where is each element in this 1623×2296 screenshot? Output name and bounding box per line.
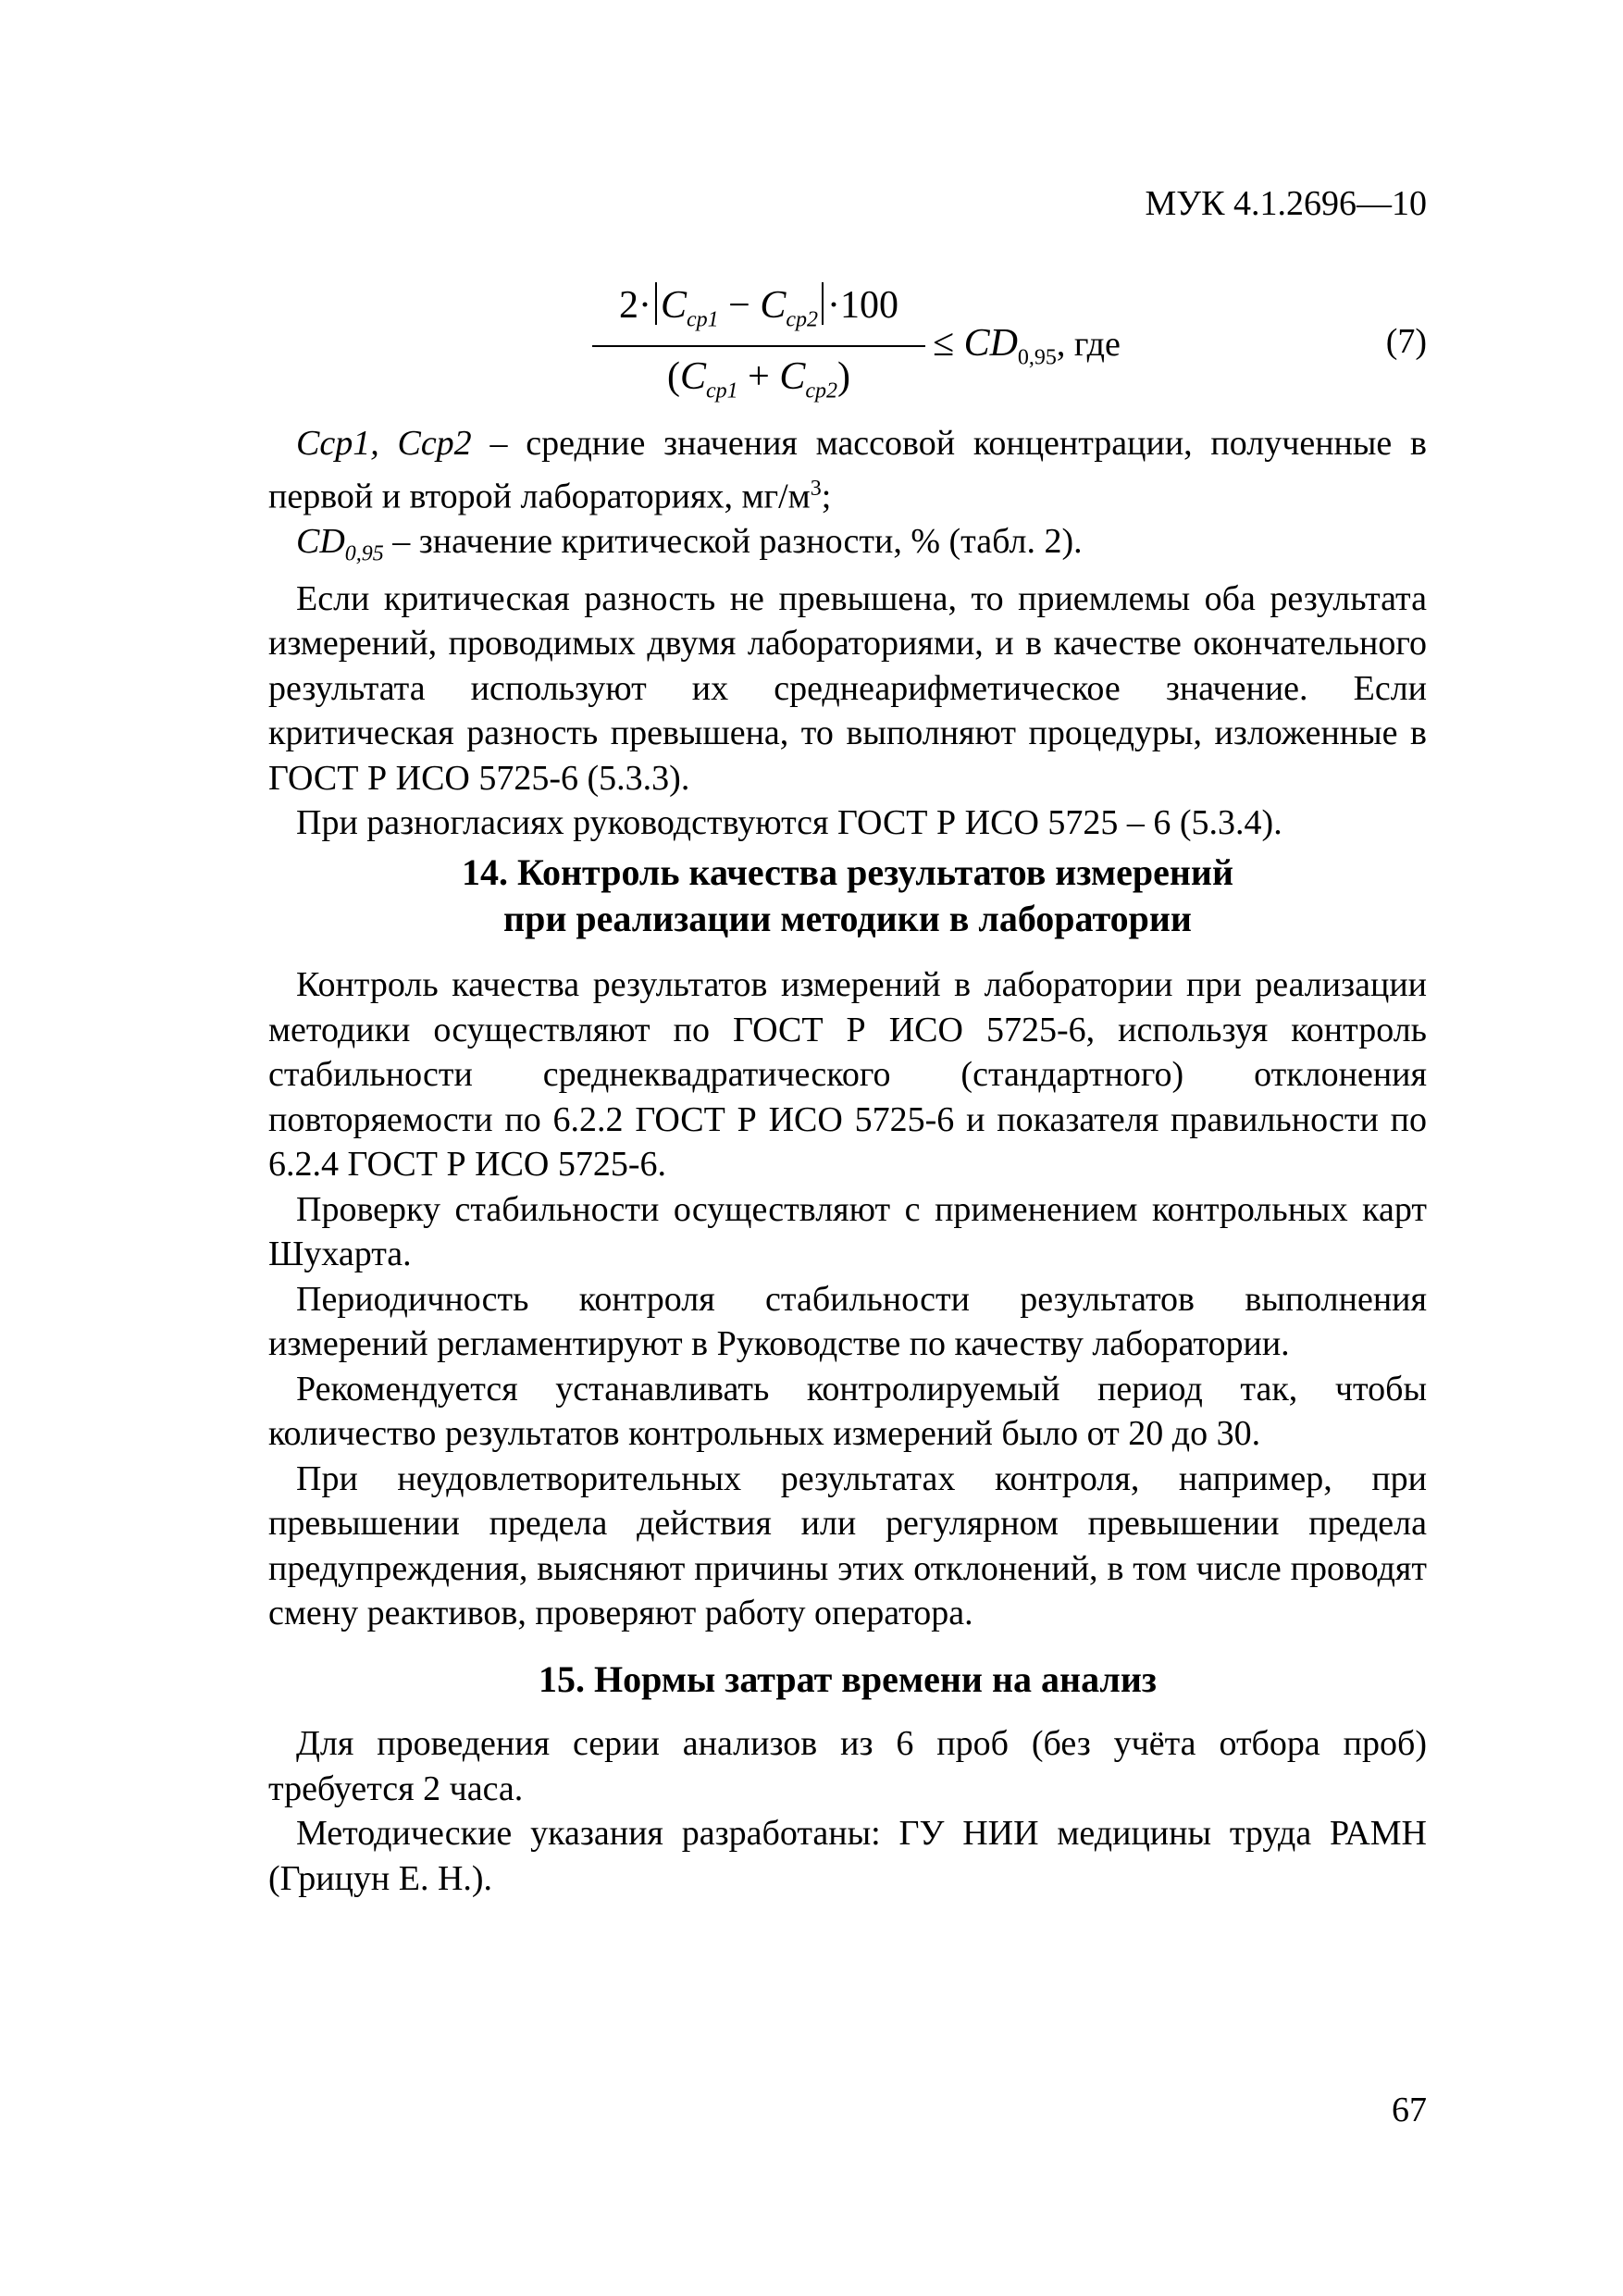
definition-c: Cср1, Cср2 – средние значения массовой концентрации, полученные в первой и второй лабораториях, $мг/м^3$; [268,424,1427,516]
formula-rhs: ≤ $CD_{0,95}$, где [933,322,1121,370]
document-code: МУК 4.1.2696—10 [1145,184,1427,223]
formula-denominator: $(C_{ср1} + C_{ср2})$ [666,355,851,403]
paragraph: При неудовлетворительных результатах контроля, например, при превышении предела действия или регулярном превышении предела предупреждения, выясняют причины этих отклонений, в том числе проводят смену реактивов, проверяют работу оператора. [268,1458,1427,1632]
section-14-title: 14. Контроль качества результатов измерений при реализации методики в лаборатории [462,851,1233,939]
section-15-title: 15. Нормы затрат времени на анализ [539,1658,1157,1700]
paragraph: Методические указания разработаны: ГУ НИИ медицины труда РАМН (Грицун Е. Н.). [268,1814,1427,1898]
section-14-body [268,962,1427,1636]
formula-7 [592,273,1425,412]
fraction-bar [592,345,925,347]
page-number: 67 [1392,2091,1427,2129]
definition-cd: $CD_{0,95}$ – значение критической разности, % (табл. 2). [296,521,1083,566]
paragraph: Контроль качества результатов измерений в лаборатории при реализации методики осуществляют по ГОСТ Р ИСО 5725-6, используя контроль стабильности среднеквадратического (стандартного) отклонения повторяемости по 6.2.2 ГОСТ Р ИСО 5725-6 и показателя правильности по 6.2.4 ГОСТ Р ИСО 5725-6. [268,965,1427,1184]
section-15-body [268,1721,1427,1901]
paragraph: Периодичность контроля стабильности результатов выполнения измерений регламентируют в Руководстве по качеству лаборатории. [268,1279,1427,1363]
paragraph: При разногласиях руководствуются ГОСТ Р ИСО 5725 – 6 (5.3.4). [296,803,1282,843]
paragraph: Для проведения серии анализов из 6 проб (без учёта отбора проб) требуется 2 часа. [268,1724,1427,1808]
paragraph: Если критическая разность не превышена, то приемлемы оба результата измерений, проводимых двумя лабораториями, и в качестве окончательного результата используют их среднеарифметическое значение. Если критическая разность превышена, то выполняют процедуры, изложенные в ГОСТ Р ИСО 5725-6 (5.3.3). [268,578,1427,798]
equation-number: (7) [1385,322,1427,361]
definitions-block [268,421,1427,846]
paragraph: Проверку стабильности осуществляют с применением контрольных карт Шухарта. [268,1189,1427,1273]
paragraph: Рекомендуется устанавливать контролируемый период так, чтобы количество результатов контрольных измерений было от 20 до 30. [268,1369,1427,1453]
formula-numerator: $2\cdot C_{ср1} - C_{ср2} \cdot 100$ [618,284,899,332]
